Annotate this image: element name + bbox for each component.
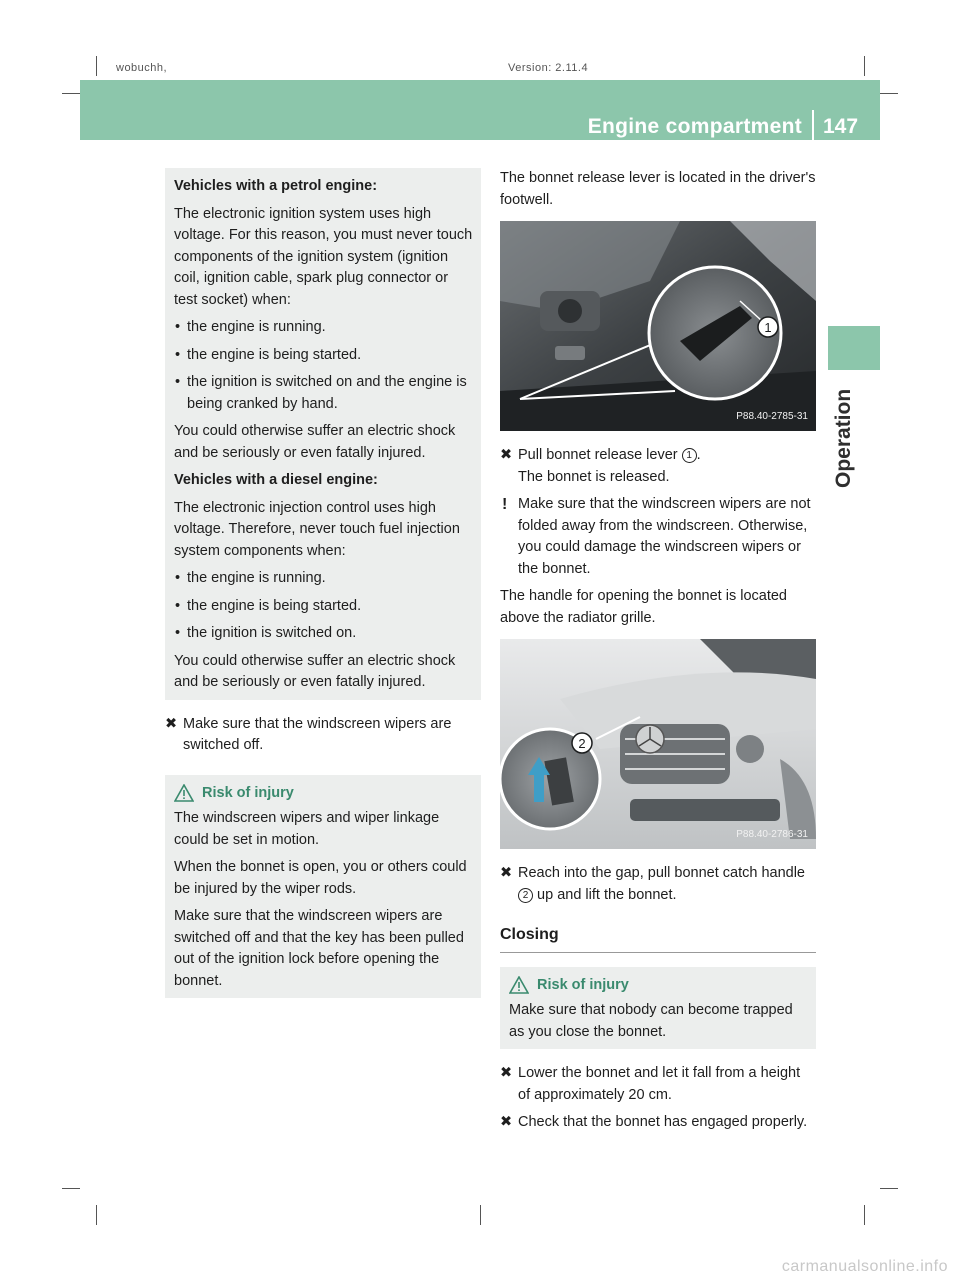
warning-title: Risk of injury: [537, 976, 629, 993]
crop-mark: [864, 56, 865, 76]
step-check-bonnet: ✖ Check that the bonnet has engaged properly.: [500, 1112, 816, 1134]
crop-mark: [62, 93, 80, 94]
crop-mark: [96, 56, 97, 76]
warning-text: Make sure that the windscreen wipers are switched off and that the key has been pulled out of the ignition lock before opening the bonnet.: [174, 908, 464, 989]
watermark: carmanualsonline.info: [781, 1258, 948, 1275]
crop-mark: [880, 93, 898, 94]
step-arrow-icon: ✖: [165, 715, 178, 732]
section-heading-closing: Closing: [500, 924, 816, 953]
warning-text: Make sure that nobody can become trapped as you close the bonnet.: [509, 1002, 793, 1040]
section-tab: [828, 326, 880, 370]
caution-note: ! Make sure that the windscreen wipers are not folded away from the windscreen. Otherwise, you could damage the windscreen wipers or the bonnet.: [502, 496, 811, 577]
section-label: Operation: [832, 388, 855, 488]
petrol-text: The electronic ignition system uses high voltage. For this reason, you must never touch components of the ignition system (ignition coil, ignition cable, spark plug connector or test socket) when:: [174, 205, 473, 308]
diesel-text: The electronic injection control uses high voltage. Therefore, never touch fuel injection system components when:: [174, 499, 460, 559]
step-pull-lever: ✖ Pull bonnet release lever 1 . The bonnet is released.: [500, 445, 816, 488]
warning-box-risk-of-injury: [165, 775, 481, 999]
list-item: • the engine is running.: [174, 317, 473, 339]
crop-mark: [62, 1188, 80, 1189]
callout-1-label: 1: [764, 320, 772, 335]
list-item: • the engine is being started.: [174, 345, 473, 367]
warning-title: Risk of injury: [202, 784, 294, 801]
handle-location-text: The handle for opening the bonnet is located above the radiator grille.: [500, 588, 787, 626]
callout-1-marker: 1: [682, 448, 697, 463]
left-column: [165, 168, 481, 998]
radiator-grille-illustration: [500, 639, 816, 849]
list-item: • the ignition is switched on.: [174, 623, 473, 645]
diesel-warning: You could otherwise suffer an electric shock and be seriously or even fatally injured.: [174, 652, 456, 690]
list-item: • the engine is being started.: [174, 596, 473, 618]
warning-heading: [509, 975, 808, 997]
footwell-illustration: [500, 221, 816, 431]
warning-text: The windscreen wipers and wiper linkage could be set in motion.: [174, 810, 440, 848]
crop-mark: [880, 1188, 898, 1189]
print-meta-right: Version: 2.11.4: [508, 62, 589, 74]
list-item: • the engine is running.: [174, 568, 473, 590]
print-meta-left: wobuchh,: [116, 62, 168, 74]
callout-2-marker: 2: [518, 888, 533, 903]
photo-caption: P88.40-2785-31: [736, 410, 808, 422]
step-result: The bonnet is released.: [518, 468, 670, 485]
step-arrow-icon: ✖: [500, 1114, 513, 1130]
crop-mark: [96, 1205, 97, 1225]
bonnet-catch-photo: [500, 639, 816, 849]
petrol-warning: You could otherwise suffer an electric shock and be seriously or even fatally injured.: [174, 423, 456, 461]
diesel-title: Vehicles with a diesel engine:: [174, 472, 378, 488]
step-lower-bonnet: ✖ Lower the bonnet and let it fall from a height of approximately 20 cm.: [500, 1065, 801, 1103]
bonnet-release-lever-photo: [500, 221, 816, 431]
step-reach-gap: ✖ Reach into the gap, pull bonnet catch handle 2 up and lift the bonnet.: [500, 865, 805, 903]
page-title: Engine compartment: [587, 115, 802, 138]
callout-2-label: 2: [578, 736, 586, 751]
exclamation-icon: !: [502, 496, 508, 513]
step-arrow-icon: ✖: [500, 1065, 513, 1081]
warning-box-closing: [500, 967, 816, 1050]
crop-mark: [480, 1205, 481, 1225]
header-divider: [812, 110, 814, 140]
warning-triangle-icon: [509, 976, 529, 994]
list-item: • the ignition is switched on and the engine is being cranked by hand.: [174, 372, 473, 415]
photo-caption: P88.40-2786-31: [736, 828, 808, 840]
warning-triangle-icon: [174, 784, 194, 802]
intro-text: The bonnet release lever is located in the driver's footwell.: [500, 170, 816, 208]
right-column: [500, 168, 816, 1140]
step-arrow-icon: ✖: [500, 865, 513, 881]
step-arrow-icon: ✖: [500, 447, 513, 463]
danger-box-high-voltage: [165, 168, 481, 700]
page-number: 147: [823, 115, 859, 138]
warning-text: When the bonnet is open, you or others could be injured by the wiper rods.: [174, 859, 467, 897]
step-wipers-off: ✖ Make sure that the windscreen wipers are switched off.: [165, 715, 452, 753]
crop-mark: [864, 1205, 865, 1225]
petrol-title: Vehicles with a petrol engine:: [174, 178, 378, 194]
warning-heading: [174, 783, 473, 805]
